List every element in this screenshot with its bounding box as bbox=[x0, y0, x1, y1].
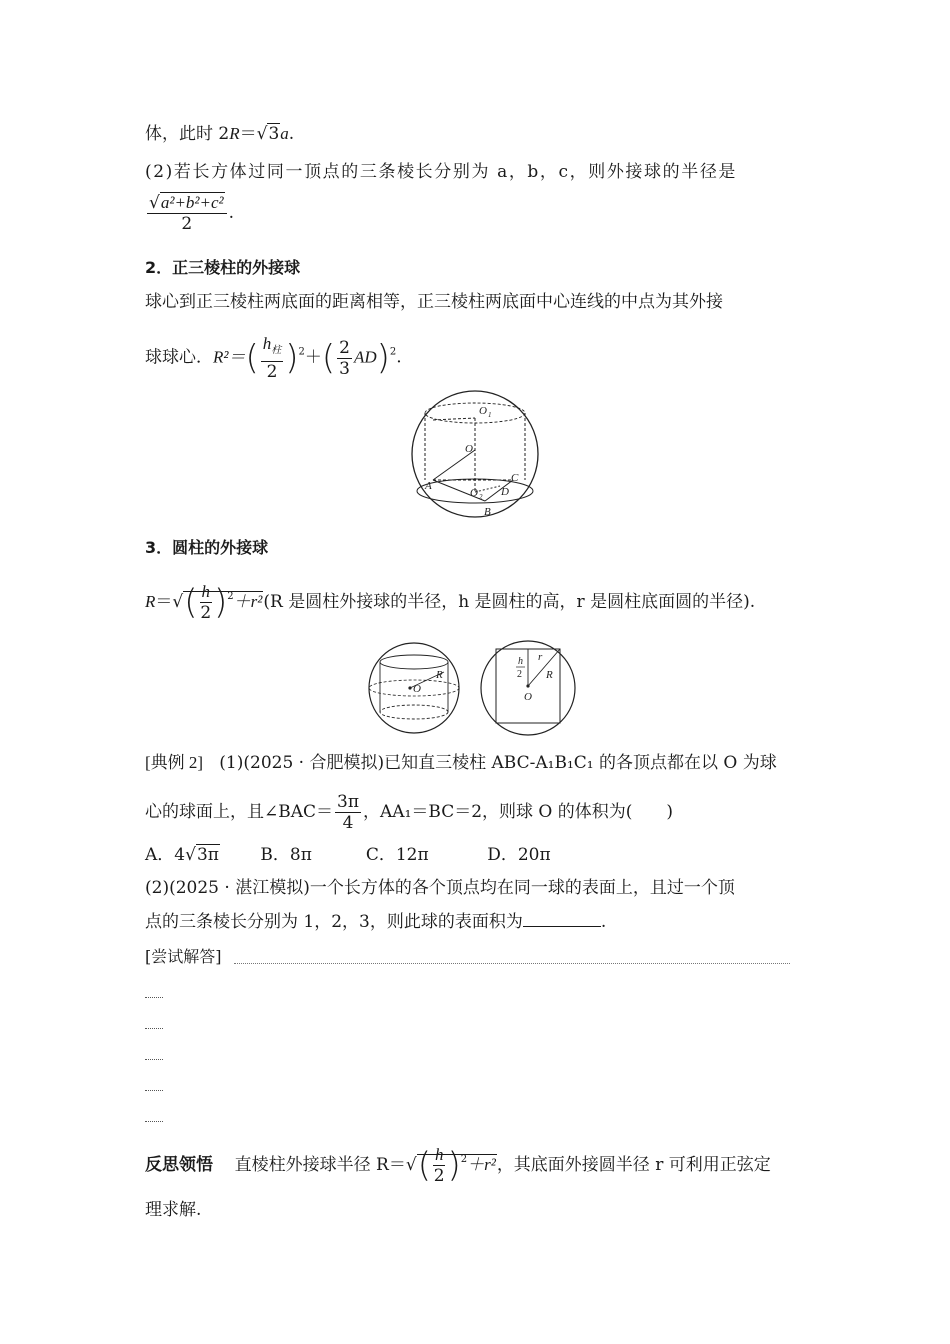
options-row bbox=[145, 843, 551, 867]
label-o2: O bbox=[470, 487, 478, 499]
prism-text-1: 球心到正三棱柱两底面的距离相等，正三棱柱两底面中心连线的中点为其外接 bbox=[145, 292, 723, 312]
section-title-prism: 2．正三棱柱的外接球 bbox=[145, 258, 301, 277]
option-c[interactable]: C．12π bbox=[365, 845, 429, 865]
label-b: B bbox=[484, 506, 491, 518]
cylinder-section-figure bbox=[478, 638, 578, 738]
text-line-2: (2)若长方体过同一顶点的三条棱长分别为 a，b，c，则外接球的半径是 bbox=[145, 162, 738, 182]
label-d: D bbox=[501, 486, 509, 498]
rect-radius-formula: $\frac{\text{√a²+b²+c²}}{2}$ . bbox=[149, 193, 235, 234]
label-c: C bbox=[511, 472, 519, 484]
example2-line-2: 点的三条棱长分别为 1，2，3，则此球的表面积为 . bbox=[145, 912, 607, 932]
option-d[interactable]: D．20π bbox=[487, 845, 551, 865]
reflection-line-2: 理求解. bbox=[145, 1200, 202, 1220]
example-line-1: [典例 2] (1)(2025 · 合肥模拟)已知直三棱柱 ABC-A₁B₁C₁ 的各顶点都在以 O 为球 bbox=[145, 753, 777, 773]
sec-label-r: r bbox=[538, 651, 543, 663]
label-o1-sub: 1 bbox=[488, 411, 492, 419]
section-title-cylinder: 3．圆柱的外接球 bbox=[145, 538, 269, 557]
sec-label-R: R bbox=[546, 669, 553, 681]
answer-line-1[interactable] bbox=[145, 996, 163, 998]
sec-label-h: h bbox=[518, 656, 523, 667]
cyl-label-o: O bbox=[413, 683, 421, 695]
answer-blank[interactable] bbox=[523, 912, 601, 927]
answer-line-3[interactable] bbox=[145, 1058, 163, 1060]
label-o2-sub: 2 bbox=[479, 493, 483, 501]
option-a[interactable]: A．4√3π bbox=[145, 845, 219, 865]
cyl-label-r: R bbox=[436, 669, 443, 681]
text-line-1: 体，此时 2R＝√3a. bbox=[145, 124, 295, 144]
prism-formula: 球球心．R²＝( $\frac{h_柱}{2}$ )$^2$＋( $\frac{2}{3}$ AD)$^2$. bbox=[145, 334, 402, 382]
answer-title: [尝试解答] bbox=[145, 947, 222, 966]
answer-line-2[interactable] bbox=[145, 1027, 163, 1029]
option-b[interactable]: B．8π bbox=[260, 845, 312, 865]
sec-label-2: 2 bbox=[517, 669, 522, 680]
prism-sphere-figure bbox=[405, 388, 545, 524]
label-o1: O bbox=[479, 405, 487, 417]
cylinder-sphere-figure bbox=[366, 640, 462, 736]
example2-line-1: (2)(2025 · 湛江模拟)一个长方体的各个顶点均在同一球的表面上，且过一个顶 bbox=[145, 878, 735, 898]
label-o: O bbox=[465, 443, 473, 455]
answer-line-5[interactable] bbox=[145, 1120, 163, 1122]
label-a: A bbox=[425, 480, 432, 492]
answer-line-0[interactable] bbox=[234, 963, 790, 964]
cylinder-formula: R＝√( $\frac{h}{2}$ )$^2$＋r²(R 是圆柱外接球的半径，h 是圆柱的高，r 是圆柱底面圆的半径). bbox=[145, 582, 756, 623]
example-line-2: 心的球面上，且∠BAC＝ $\frac{3\pi}{4}$ ，AA₁＝BC＝2，则球 O 的体积为( ) bbox=[145, 792, 674, 833]
sec-label-o: O bbox=[524, 691, 532, 703]
answer-line-4[interactable] bbox=[145, 1089, 163, 1091]
reflection-line-1: 反思领悟 直棱柱外接球半径 R＝√( $\frac{h}{2}$ )$^2$＋r²，其底面外接圆半径 r 可利用正弦定 bbox=[145, 1145, 771, 1186]
